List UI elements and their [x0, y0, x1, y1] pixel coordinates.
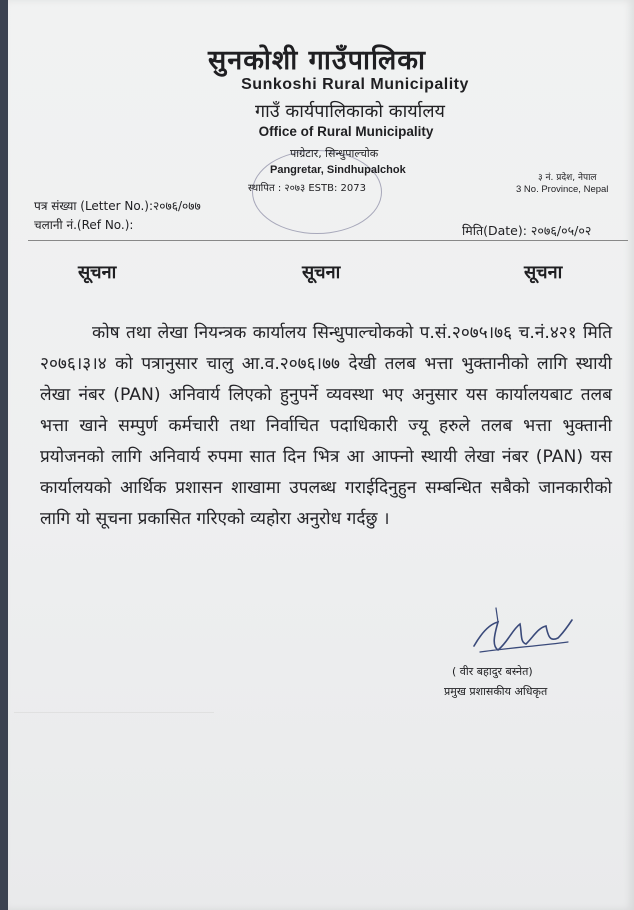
municipality-name-np: सुनकोशी गाउँपालिका	[207, 45, 427, 76]
header-divider	[28, 240, 628, 241]
office-name-np: गाउँ कार्यपालिकाको कार्यालय	[255, 101, 445, 122]
letter-number: पत्र संख्या (Letter No.):२०७६/०७७	[34, 199, 201, 213]
signatory-name: ( वीर बहादुर बस्नेत)	[452, 665, 533, 678]
office-name-en: Office of Rural Municipality	[258, 124, 434, 139]
reference-number: चलानी नं.(Ref No.):	[34, 218, 134, 232]
signature-mark	[468, 602, 578, 660]
municipality-name-en: Sunkoshi Rural Municipality	[241, 76, 469, 93]
address-en: Pangretar, Sindhupalchok	[270, 164, 406, 176]
paper-crease	[14, 712, 214, 713]
notice-heading-center: सूचना	[302, 262, 341, 283]
province-np: ३ नं. प्रदेश, नेपाल	[538, 173, 597, 183]
signatory-designation: प्रमुख प्रशासकीय अधिकृत	[444, 685, 548, 698]
notice-body: कोष तथा लेखा नियन्त्रक कार्यालय सिन्धुपाल्चोकको प.सं.२०७५।७६ च.नं.४२१ मिति २०७६।३।४ को पत्रानुसार चालु आ.व.२०७६।७७ देखी तलब भत्ता भुक्तानीको लागि स्थायी लेखा नंबर (PAN) अनिवार्य लिएको हुनुपर्ने व्यवस्था भए अनुसार यस कार्यालयबाट तलब भत्ता खाने सम्पुर्ण कर्मचारी तथा निर्वाचित पदाधिकारी ज्यू हरुले तलब भत्ता भुक्तानी प्रयोजनको लागि अनिवार्य रुपमा सात दिन भित्र आ आफ्नो स्थायी लेखा नंबर (PAN) यस कार्यालयको आर्थिक प्रशासन शाखामा उपलब्ध गराईदिनुहुन सम्बन्धित सबैको जानकारीको लागि यो सूचना प्रकासित गरिएको व्यहोरा अनुरोध गर्दछु ।	[40, 323, 612, 529]
notice-heading-left: सूचना	[78, 262, 117, 283]
letter-date: मिति(Date): २०७६/०५/०२	[462, 223, 592, 238]
notice-heading-right: सूचना	[524, 262, 563, 283]
established-year: स्थापित : २०७३ ESTB: 2073	[248, 183, 366, 194]
address-np: पाग्रेटार, सिन्धुपाल्चोक	[290, 147, 379, 160]
province-en: 3 No. Province, Nepal	[516, 184, 609, 195]
